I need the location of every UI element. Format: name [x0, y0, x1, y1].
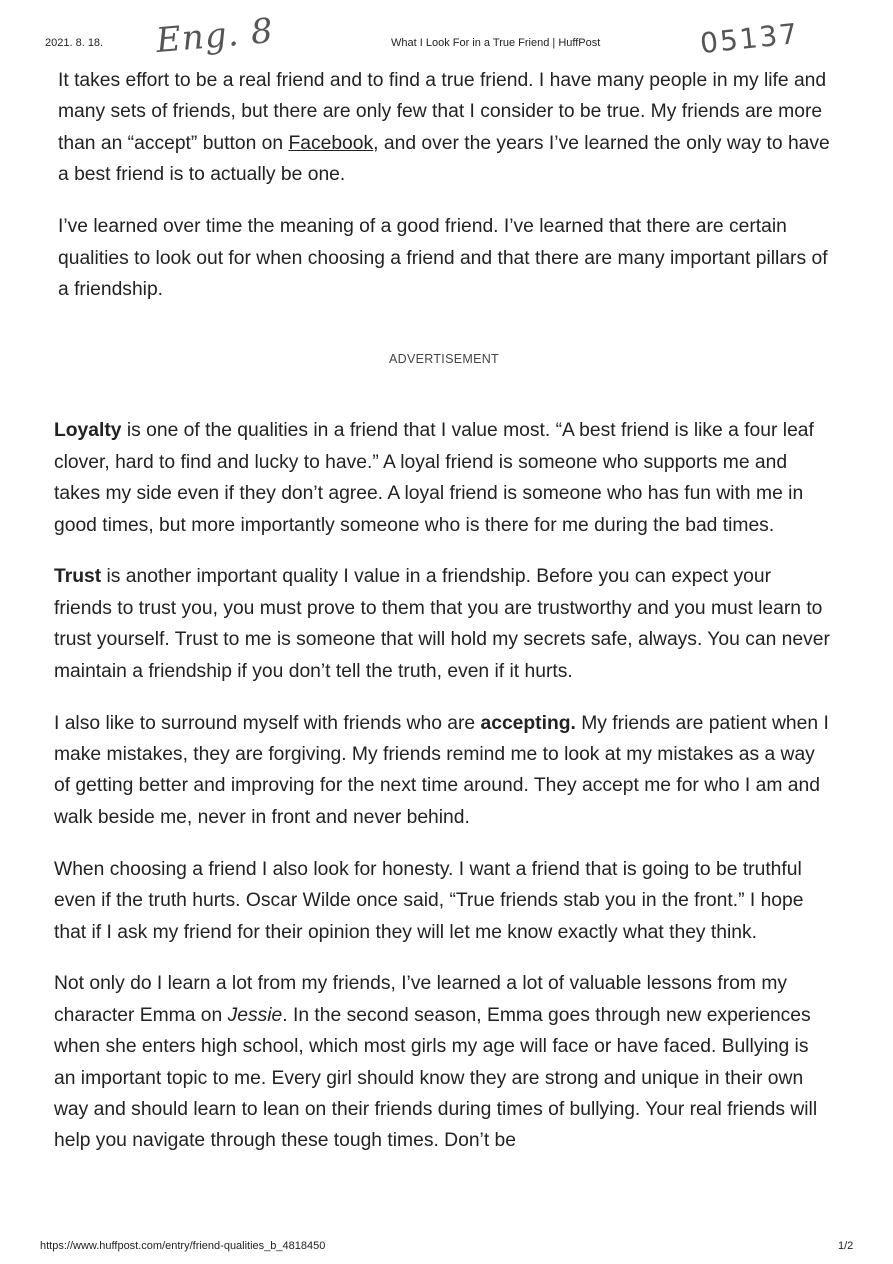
- facebook-link[interactable]: Facebook: [288, 132, 374, 154]
- paragraph-lessons: [54, 968, 834, 1156]
- paragraph-loyalty: [54, 415, 834, 541]
- paragraph-intro: [54, 65, 834, 191]
- paragraph-intro-text-a: It takes effort to be a real friend and to find a true friend. I have many people in my life and many sets of friends, but there are only few that I consider to be true. My friends are more than an “accept” button on: [58, 70, 827, 154]
- page-title: What I Look For in a True Friend | HuffPost: [391, 37, 601, 49]
- paragraph-accepting: [54, 708, 834, 834]
- advertisement-label: ADVERTISEMENT: [389, 352, 499, 367]
- accepting-keyword: accepting.: [480, 712, 576, 734]
- page-footer: [0, 1240, 893, 1260]
- show-title-jessie: Jessie: [227, 1004, 283, 1026]
- paragraph-intro-text-b: , and over the years I’ve learned the only way to have a best friend is to actually be one.: [58, 132, 830, 186]
- loyalty-keyword: Loyalty: [54, 420, 122, 442]
- paragraph-lessons-text-b: . In the second season, Emma goes through new experiences when she enters high school, which most girls my age will face or have faced. Bullying is an important topic to me. Every girl should know they are strong and unique in their own way and should learn to lean on their friends during times of bullying. Your real friends will help you navigate through these tough times. Don’t be: [54, 1004, 818, 1152]
- paragraph-loyalty-text: is one of the qualities in a friend that I value most. “A best friend is like a four leaf clover, hard to find and lucky to have.” A loyal friend is someone who supports me and takes my side even if they don’t agree. A loyal friend is someone who has fun with me in good times, but more importantly someone who is there for me during the bad times.: [54, 420, 814, 536]
- article-body: [54, 65, 834, 1177]
- paragraph-lessons-text-a: Not only do I learn a lot from my friends, I’ve learned a lot of valuable lessons from my character Emma on: [54, 973, 788, 1026]
- paragraph-accepting-text-a: I also like to surround myself with friends who are: [54, 712, 481, 734]
- page-header: [0, 0, 893, 62]
- paragraph-honesty: When choosing a friend I also look for honesty. I want a friend that is going to be truthful even if the truth hurts. Oscar Wilde once said, “True friends stab you in the front.” I hope that if I ask my friend for their opinion they will let me know exactly what they think.: [54, 858, 804, 943]
- handwritten-note-right: 05137: [698, 16, 801, 61]
- trust-keyword: Trust: [54, 566, 102, 588]
- paragraph-trust: [54, 561, 834, 687]
- print-date: 2021. 8. 18.: [45, 37, 104, 49]
- handwritten-note-left: Eng. 8: [154, 10, 276, 62]
- paragraph-trust-text: is another important quality I value in a friendship. Before you can expect your friends to trust you, you must prove to them that you are trustworthy and you must learn to trust yourself. Trust to me is someone that will hold my secrets safe, always. You can never maintain a friendship if you don’t tell the truth, even if it hurts.: [54, 566, 830, 682]
- source-url: https://www.huffpost.com/entry/friend-qualities_b_4818450: [40, 1240, 326, 1252]
- paragraph-accepting-text-b: My friends are patient when I make mistakes, they are forgiving. My friends remind me to look at my mistakes as a way of getting better and improving for the next time around. They accept me for who I am and walk beside me, never in front and never behind.: [54, 712, 829, 828]
- page-number: 1/2: [838, 1240, 854, 1252]
- paragraph-meaning: I’ve learned over time the meaning of a good friend. I’ve learned that there are certain qualities to look out for when choosing a friend and that there are many important pillars of a friendship.: [58, 216, 828, 300]
